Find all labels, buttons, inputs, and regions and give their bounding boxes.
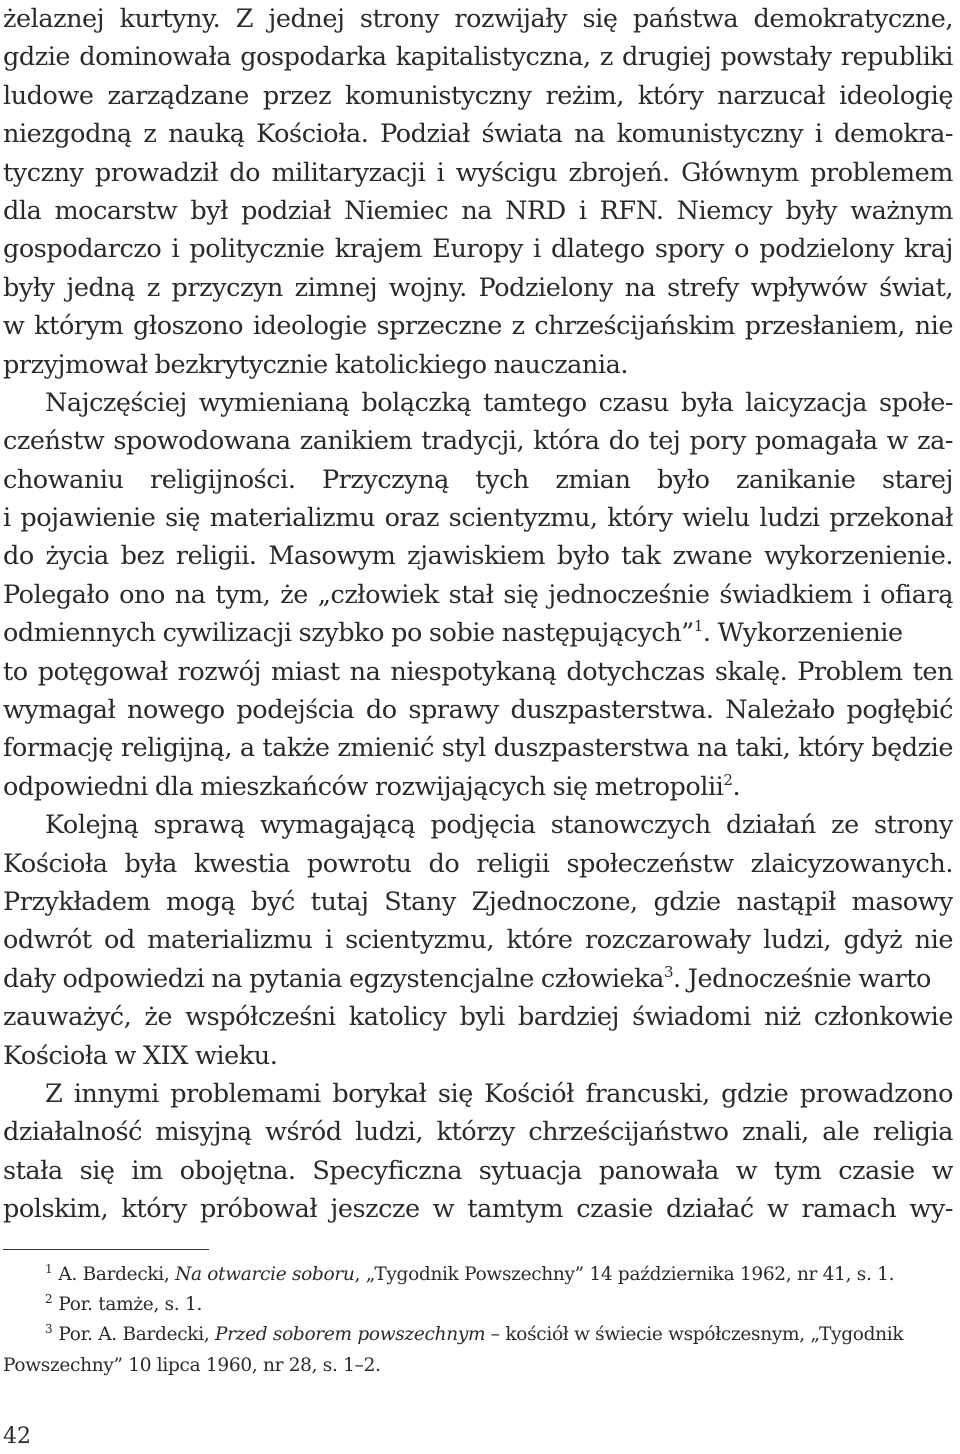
footnote-text: – kościół w świecie współczesnym, „Tygodnik [485, 1324, 904, 1346]
text-line: niezgodną z nauką Kościoła. Podział świata na komunistyczny i demokra- [3, 119, 953, 150]
footnote-reference: 2 [723, 770, 733, 789]
footnote-number: 3 [45, 1322, 53, 1337]
footnote-text: Por. tamże, s. 1. [58, 1294, 203, 1316]
text-line: w którym głoszono ideologie sprzeczne z chrześcijańskim przesłaniem, nie [3, 311, 953, 342]
text-line: zauważyć, że współcześni katolicy byli bardziej świadomi niż członkowie [3, 1002, 953, 1033]
text-segment: . Wykorzenienie [702, 618, 903, 649]
footnotes [3, 1260, 953, 1381]
text-line: gospodarczo i politycznie krajem Europy i dlatego spory o podzielony kraj [3, 234, 953, 265]
footnote-3-continued: Powszechny” 10 lipca 1960, nr 28, s. 1–2. [3, 1354, 381, 1376]
text-line: działalność misyjną wśród ludzi, którzy chrześcijaństwo znali, ale religia [3, 1117, 953, 1148]
text-line: przyjmował bezkrytycznie katolickiego nauczania. [3, 349, 629, 380]
text-segment: . [732, 771, 741, 802]
text-line: Polegało ono na tym, że „człowiek stał się jednocześnie świadkiem i ofiarą [3, 579, 953, 610]
text-line [3, 614, 953, 652]
footnote-number: 1 [45, 1262, 53, 1276]
text-line: odwrót od materializmu i scientyzmu, które rozczarowały ludzi, gdyż nie [3, 925, 953, 956]
body-text [3, 0, 953, 1229]
text-line: Kościoła w XIX wieku. [3, 1040, 278, 1071]
footnote-text: Por. A. Bardecki, [58, 1324, 215, 1346]
footnote-number: 2 [45, 1292, 53, 1307]
text-line: do życia bez religii. Masowym zjawiskiem było tak zwane wykorzenienie. [3, 541, 953, 572]
text-line: chowaniu religijności. Przyczyną tych zmian było zanikanie starej [3, 464, 953, 495]
footnote-reference: 3 [663, 962, 674, 981]
text-line: Najczęściej wymienianą bolączką tamtego czasu była laicyzacja społe- [45, 387, 953, 418]
text-line: stała się im obojętna. Specyficzna sytuacja panowała w tym czasie w [3, 1155, 953, 1186]
footnote-separator [3, 1249, 209, 1250]
text-line: wymagał nowego podejścia do sprawy duszpasterstwa. Należało pogłębić [3, 695, 953, 726]
text-line [3, 768, 953, 806]
footnote-title: Na otwarcie soboru [175, 1264, 355, 1285]
text-segment: . Jednocześnie warto [673, 963, 931, 994]
text-line: dla mocarstw był podział Niemiec na NRD i RFN. Niemcy były ważnym [3, 195, 953, 226]
text-line: Przykładem mogą być tutaj Stany Zjednoczone, gdzie nastąpił masowy [3, 886, 953, 917]
text-line: formację religijną, a także zmienić styl duszpasterstwa na taki, który będzie [3, 733, 953, 764]
footnote-text: , „Tygodnik Powszechny” 14 października 1962, nr 41, s. 1. [354, 1264, 895, 1285]
footnote-reference: 1 [693, 617, 703, 636]
footnote-1 [3, 1260, 953, 1290]
text-line: Kościoła była kwestia powrotu do religii społeczeństw zlaicyzowanych. [3, 848, 953, 879]
text-line: Z innymi problemami borykał się Kościół francuski, gdzie prowadzono [45, 1078, 953, 1109]
text-line: i pojawienie się materializmu oraz scientyzmu, który wielu ludzi przekonał [3, 503, 953, 534]
text-line: Kolejną sprawą wymagającą podjęcia stanowczych działań ze strony [45, 810, 953, 841]
footnote-3 [3, 1320, 953, 1350]
text-segment: dały odpowiedzi na pytania egzystencjalne człowieka [3, 963, 664, 994]
text-segment: odmiennych cywilizacji szybko po sobie następujących” [3, 618, 694, 649]
text-segment: odpowiedni dla mieszkańców rozwijających się metropolii [3, 771, 724, 802]
footnote-2 [3, 1290, 953, 1320]
text-line: żelaznej kurtyny. Z jednej strony rozwijały się państwa demokratyczne, [3, 4, 953, 34]
text-line: polskim, który próbował jeszcze w tamtym czasie działać w ramach wy- [3, 1194, 953, 1225]
footnote-text: A. Bardecki, [58, 1264, 176, 1285]
footnote-title: Przed soborem powszechnym [214, 1324, 486, 1346]
text-line [3, 960, 953, 998]
text-line: tyczny prowadził do militaryzacji i wyścigu zbrojeń. Głównym problemem [3, 157, 953, 188]
text-line: to potęgował rozwój miast na niespotykaną dotychczas skalę. Problem ten [3, 656, 953, 687]
text-line: ludowe zarządzane przez komunistyczny reżim, który narzucał ideologię [3, 80, 953, 111]
text-line: były jedną z przyczyn zimnej wojny. Podzielony na strefy wpływów świat, [3, 272, 953, 303]
text-line: gdzie dominowała gospodarka kapitalistyczna, z drugiej powstały republiki [3, 42, 953, 73]
text-line: czeństw spowodowana zanikiem tradycji, która do tej pory pomagała w za- [3, 426, 953, 457]
page-number: 42 [3, 1424, 31, 1449]
